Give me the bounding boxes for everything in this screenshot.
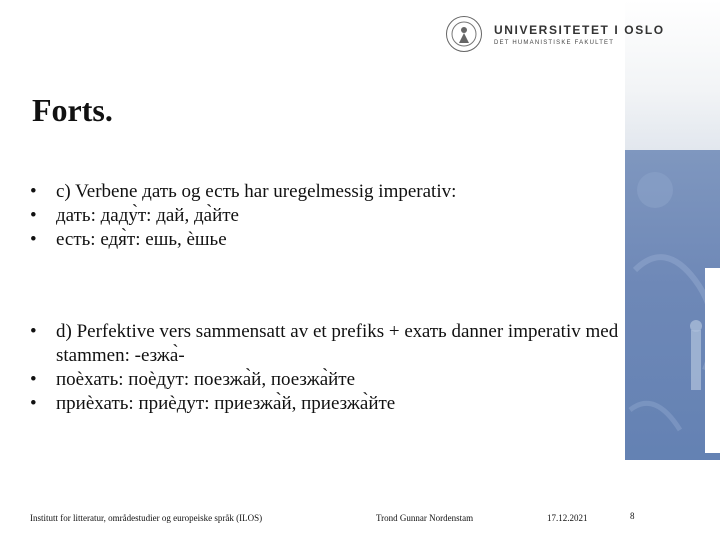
bullet-dot: • [30,393,37,414]
slide-title: Forts. [32,92,113,128]
page-number: 8 [630,511,635,521]
bullet-item [30,204,630,228]
bullet-item [30,180,630,204]
logo-text [494,23,665,46]
bullet-text: c) Verbene дать og есть har uregelmessig imperativ: [56,181,457,202]
university-name: UNIVERSITETET I OSLO [494,22,665,37]
bullet-dot: • [30,205,37,226]
bullet-dot: • [30,229,37,250]
footer-date: 17.12.2021 [547,513,588,523]
bullet-item [30,228,630,252]
bullet-dot: • [30,369,37,390]
bullet-list-b [30,320,630,416]
bullet-text: дать: даду̀т: дай, да̀йте [56,205,239,226]
faculty-name: DET HUMANISTISKE FAKULTET [494,39,615,46]
bullet-text: приѐхать: приѐдут: приезжа̀й, приезжа̀йте [56,393,396,414]
decorative-side-band [625,0,720,540]
footer-author: Trond Gunnar Nordenstam [376,513,474,523]
bullet-dot: • [30,181,37,202]
bullet-list-a [30,180,630,252]
bullet-item [30,392,630,416]
bullet-item [30,368,630,392]
university-seal-icon [446,16,482,52]
frieze-light-panel [705,268,720,453]
bullet-text: есть: едя̀т: ешь, ѐшье [56,229,227,250]
bullet-dot: • [30,321,37,342]
bullet-text: d) Perfektive vers sammensatt av et prefiks + ехать danner imperativ med stammen: -езжа̀- [56,321,619,366]
bullet-text: поѐхать: поѐдут: поезжа̀й, поезжа̀йте [56,369,356,390]
bullet-item [30,320,630,368]
university-logo [446,16,665,52]
band-bottom-blank [625,460,720,540]
footer-institute: Institutt for litteratur, områdestudier og europeiske språk (ILOS) [30,513,263,523]
